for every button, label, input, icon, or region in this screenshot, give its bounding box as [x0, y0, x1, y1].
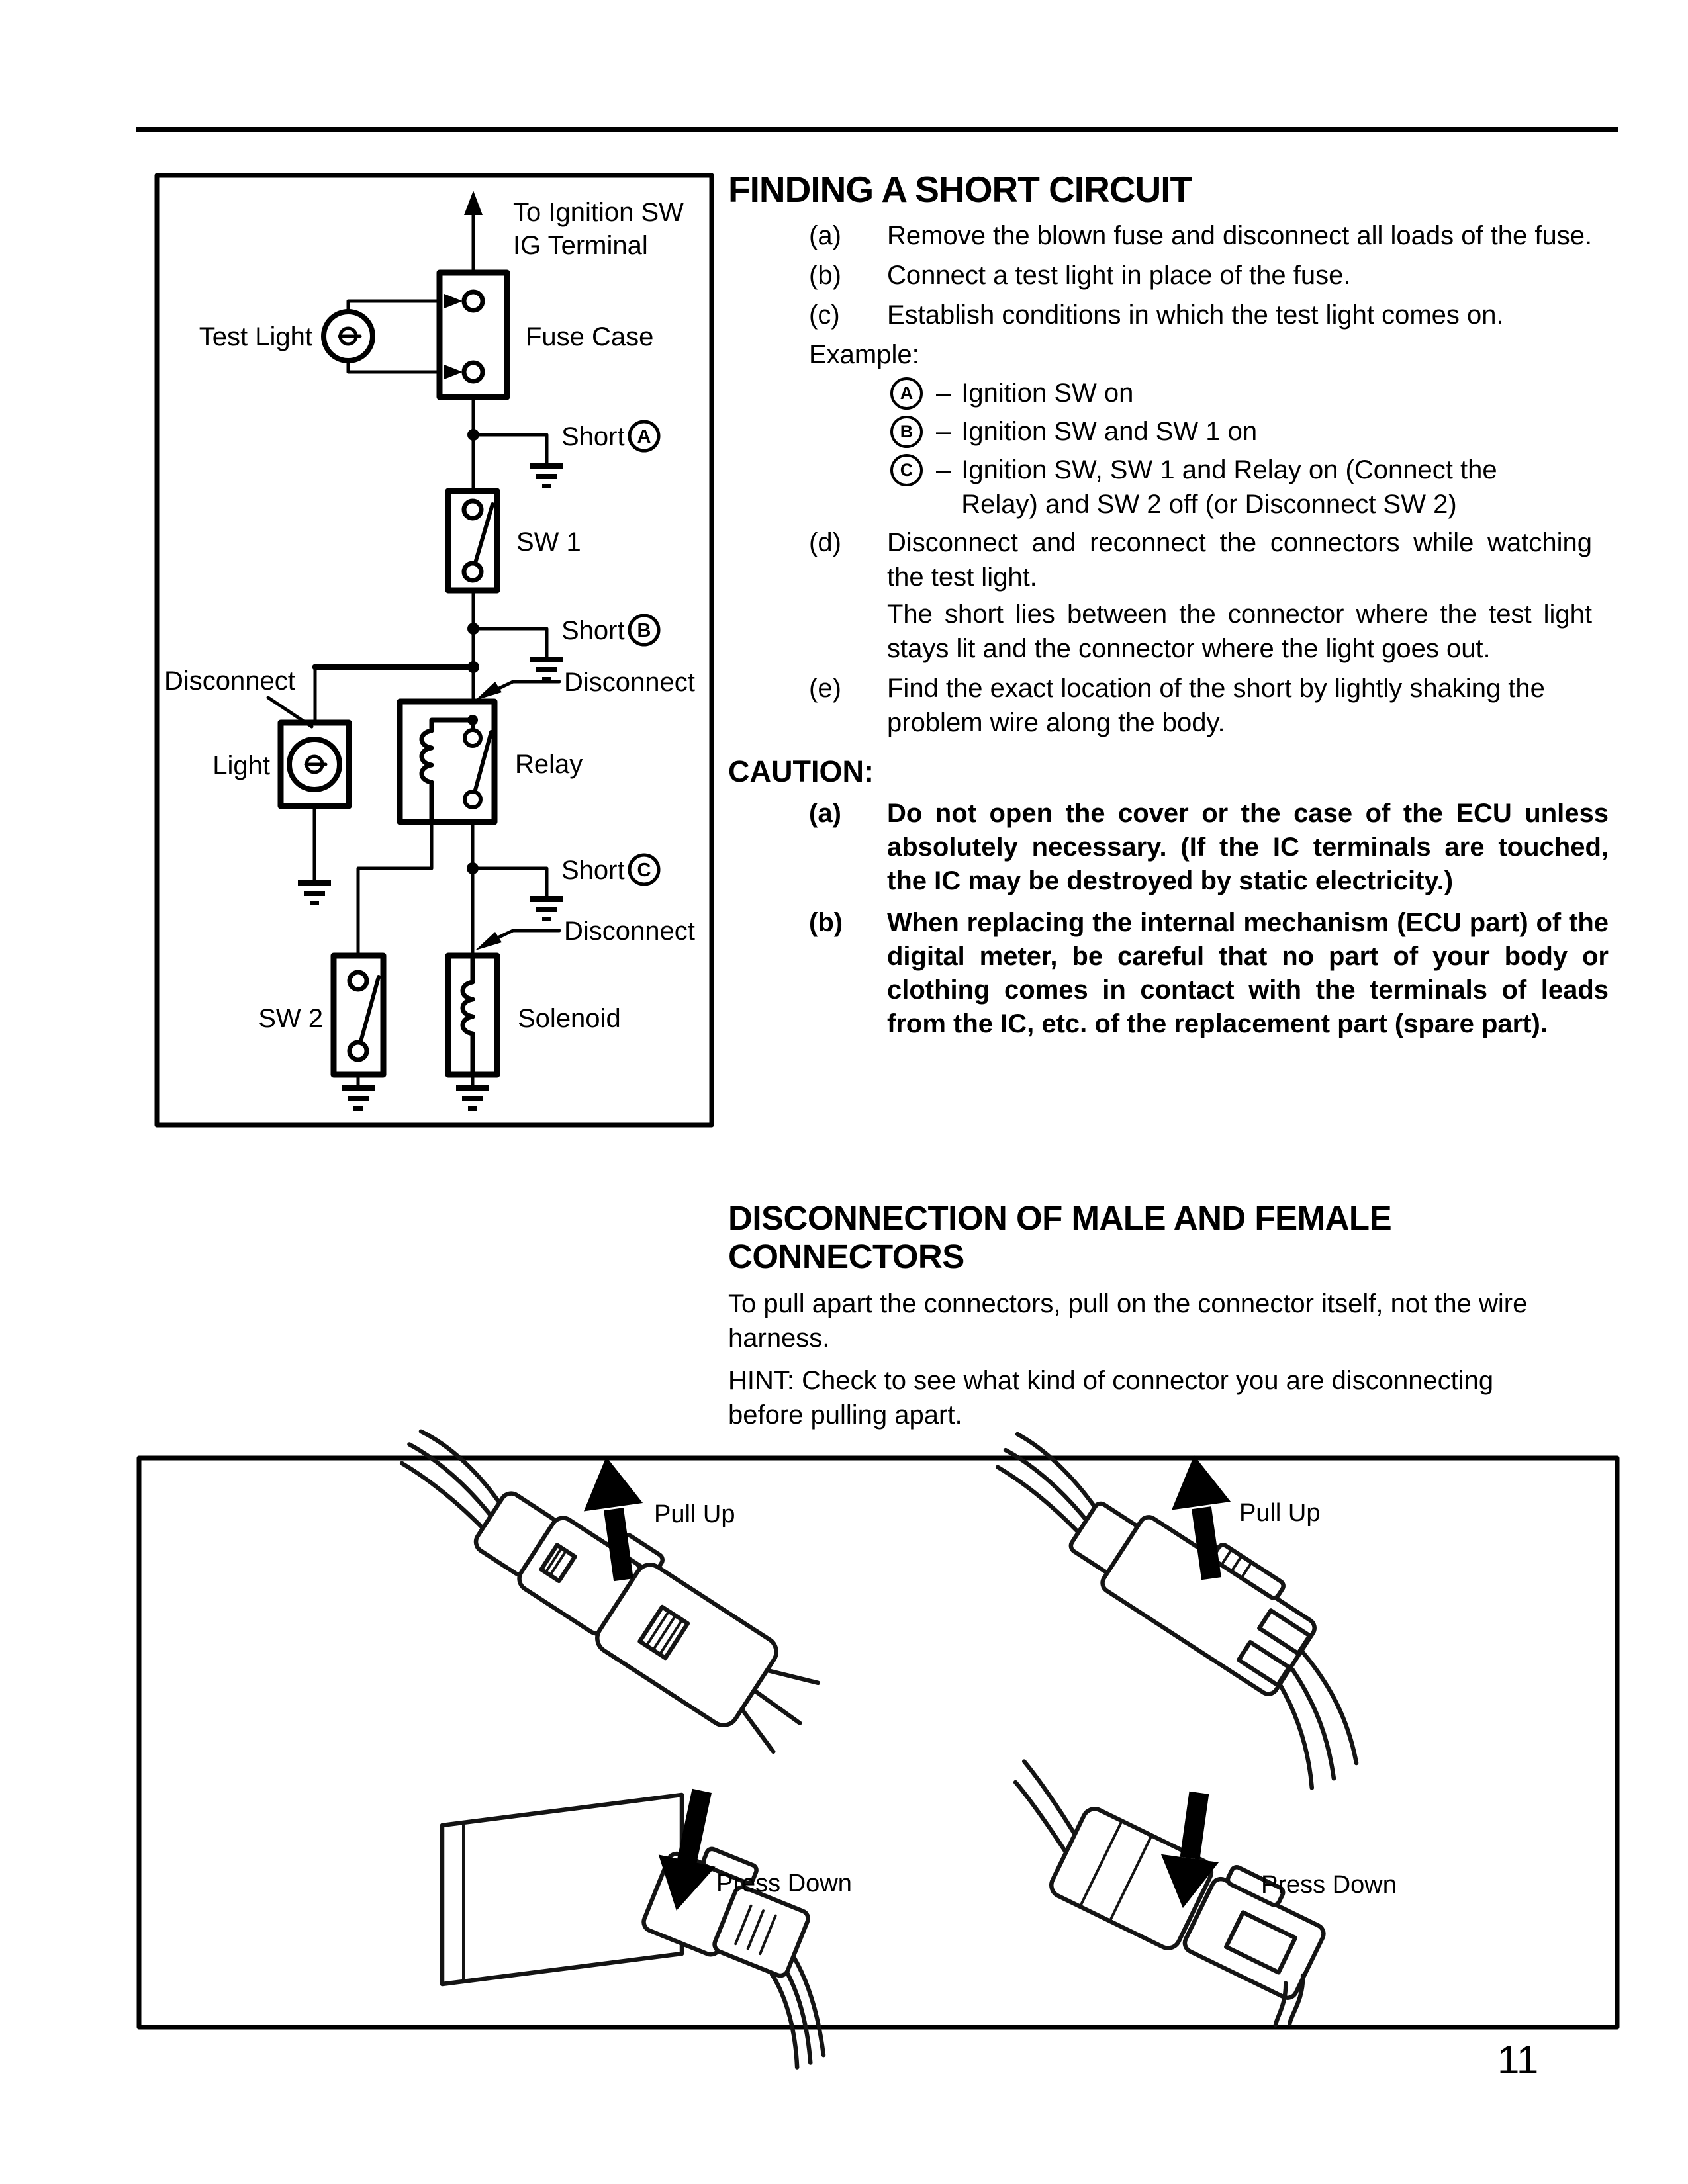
- finding-title: FINDING A SHORT CIRCUIT: [728, 169, 1192, 210]
- pull-up-label-right: Pull Up: [1239, 1499, 1321, 1527]
- sw1-symbol: [448, 491, 497, 590]
- example-text: Ignition SW, SW 1 and Relay on (Connect the Relay) and SW 2 off (or Disconnect SW 2): [961, 455, 1497, 519]
- example-label: Example:: [809, 340, 919, 369]
- sw2-symbol: [334, 956, 383, 1075]
- page-number: 11: [1497, 2038, 1539, 2082]
- item-text: Do not open the cover or the case of the ECU unless absolutely necessary. (If the IC terminals are touched, the IC may be destroyed by static electricity.): [887, 799, 1609, 895]
- item-text: Find the exact location of the short by lightly shaking the problem wire along the body.: [887, 674, 1545, 737]
- test-light-symbol: [324, 312, 373, 361]
- connector-illustrations: [139, 1408, 1617, 2075]
- short-a-badge: [630, 422, 659, 451]
- short-b-label: Short: [561, 616, 625, 645]
- item-marker: (c): [809, 300, 840, 330]
- item-text: Disconnect and reconnect the connectors while watching the test light.: [887, 528, 1592, 592]
- circled-c-badge: C: [890, 454, 923, 486]
- dash: –: [936, 417, 951, 446]
- disconnect-label-2: Disconnect: [564, 668, 695, 697]
- dash: –: [936, 455, 951, 484]
- test-light-label: Test Light: [199, 322, 312, 351]
- short-c-letter: C: [637, 860, 651, 881]
- circuit-diagram: [157, 175, 712, 1125]
- item-marker: (d): [809, 528, 841, 557]
- item-marker: (b): [809, 261, 841, 290]
- disconnect-label-3: Disconnect: [564, 917, 695, 946]
- example-item-c: [728, 453, 1622, 522]
- finding-section: [728, 169, 1622, 1049]
- solenoid-label: Solenoid: [518, 1004, 621, 1033]
- illustration-box-border: [139, 1458, 1617, 2027]
- item-text: Establish conditions in which the test light comes on.: [887, 300, 1504, 330]
- example-text: Ignition SW on: [961, 379, 1134, 408]
- to-ignition-label-1: To Ignition SW: [513, 198, 684, 227]
- light-symbol: [281, 723, 349, 806]
- example-text: Ignition SW and SW 1 on: [961, 417, 1258, 446]
- caution-title: CAUTION:: [728, 754, 874, 788]
- example-item-b: [728, 414, 1622, 449]
- finding-item-a: [728, 218, 1622, 253]
- short-a-label: Short: [561, 422, 625, 451]
- dash: –: [936, 379, 951, 408]
- disconnection-paragraph: To pull apart the connectors, pull on the connector itself, not the wire harness.: [728, 1289, 1528, 1353]
- short-c-badge: [630, 855, 659, 884]
- caution-item-a: [728, 797, 1622, 898]
- solenoid-symbol: [448, 956, 497, 1075]
- circuit-box-border: [157, 175, 712, 1125]
- finding-item-e: [728, 671, 1622, 740]
- finding-item-b: [728, 258, 1622, 293]
- hint-paragraph: HINT: Check to see what kind of connector you are disconnecting before pulling apart.: [728, 1366, 1494, 1430]
- short-c-label: Short: [561, 856, 625, 885]
- press-down-label-left: Press Down: [716, 1870, 852, 1897]
- sw1-label: SW 1: [516, 527, 581, 557]
- item-text: Connect a test light in place of the fuse.: [887, 261, 1351, 290]
- circled-b-badge: B: [890, 416, 923, 448]
- circled-a-badge: A: [890, 377, 923, 410]
- finding-item-d: [728, 525, 1622, 666]
- disconnection-title: DISCONNECTION OF MALE AND FEMALE CONNECTORS: [728, 1199, 1392, 1275]
- sw2-label: SW 2: [258, 1004, 323, 1033]
- press-down-label-right: Press Down: [1261, 1871, 1397, 1899]
- caution-item-b: [728, 906, 1622, 1041]
- pull-up-label-left: Pull Up: [654, 1500, 735, 1528]
- short-b-badge: [630, 615, 659, 645]
- item-marker: (e): [809, 674, 841, 703]
- short-b-letter: B: [637, 620, 651, 641]
- disconnection-section: [728, 1199, 1622, 1432]
- disconnect-label-1: Disconnect: [164, 666, 295, 696]
- relay-symbol: [400, 702, 494, 822]
- fuse-case-label: Fuse Case: [526, 322, 654, 351]
- fuse-case-symbol: [440, 273, 507, 397]
- item-text: Remove the blown fuse and disconnect all loads of the fuse.: [887, 221, 1593, 250]
- to-ignition-label-2: IG Terminal: [513, 231, 648, 260]
- relay-label: Relay: [515, 750, 583, 779]
- short-a-letter: A: [637, 426, 651, 447]
- item-text: When replacing the internal mechanism (ECU part) of the digital meter, be careful that no part of your body or clothing comes in contact with the terminals of leads from the IC, etc. of the replacement part (spare part).: [887, 908, 1609, 1038]
- light-label: Light: [212, 751, 270, 780]
- item-marker: (a): [809, 799, 841, 828]
- example-item-a: [728, 376, 1622, 410]
- finding-item-c: [728, 298, 1622, 332]
- item-d-note: The short lies between the connector where the test light stays lit and the connector where the light goes out.: [887, 600, 1592, 663]
- item-marker: (a): [809, 221, 841, 250]
- item-marker: (b): [809, 908, 843, 937]
